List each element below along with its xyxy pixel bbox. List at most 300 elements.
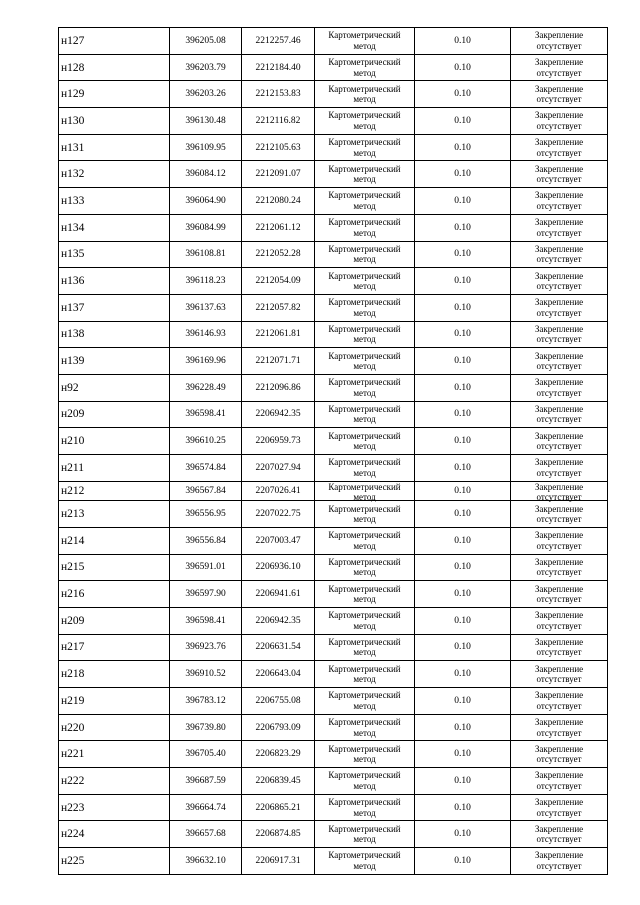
cell-line-2: отсутствует xyxy=(536,492,582,503)
point-id-cell: н225 xyxy=(59,848,170,875)
cell-line-2: метод xyxy=(353,754,376,765)
x-coordinate-cell: 396064.90 xyxy=(170,188,242,215)
method-cell xyxy=(315,554,415,581)
cell-line-2: отсутствует xyxy=(536,67,582,78)
cell-line-1: Картометрический xyxy=(328,137,401,148)
y-coordinate-cell: 2206643.04 xyxy=(242,661,315,688)
accuracy-cell: 0.10 xyxy=(415,321,511,348)
table-row xyxy=(59,481,608,501)
point-id-cell: н138 xyxy=(59,321,170,348)
y-coordinate-cell: 2212061.81 xyxy=(242,321,315,348)
cell-line-1: Картометрический xyxy=(328,403,401,414)
accuracy-cell: 0.10 xyxy=(415,294,511,321)
point-id-cell: н215 xyxy=(59,554,170,581)
accuracy-cell: 0.10 xyxy=(415,214,511,241)
x-coordinate-cell: 396705.40 xyxy=(170,741,242,768)
cell-line-2: метод xyxy=(353,361,376,372)
point-id-cell: н220 xyxy=(59,714,170,741)
y-coordinate-cell: 2206755.08 xyxy=(242,688,315,715)
fixing-cell xyxy=(511,741,608,768)
fixing-cell xyxy=(511,501,608,528)
method-cell xyxy=(315,401,415,428)
table-row xyxy=(59,741,608,768)
cell-line-1: Картометрический xyxy=(328,243,401,254)
y-coordinate-cell: 2206941.61 xyxy=(242,581,315,608)
table-row xyxy=(59,81,608,108)
x-coordinate-cell: 396598.41 xyxy=(170,401,242,428)
cell-line-1: Картометрический xyxy=(328,377,401,388)
point-id-cell: н211 xyxy=(59,455,170,482)
x-coordinate-cell: 396084.12 xyxy=(170,161,242,188)
fixing-cell xyxy=(511,294,608,321)
accuracy-cell: 0.10 xyxy=(415,81,511,108)
cell-line-1: Закрепление xyxy=(534,270,584,281)
cell-line-1: Картометрический xyxy=(328,743,401,754)
fixing-cell xyxy=(511,214,608,241)
cell-line-2: отсутствует xyxy=(536,780,582,791)
cell-line-1: Картометрический xyxy=(328,556,401,567)
cell-line-2: метод xyxy=(353,94,376,105)
accuracy-cell: 0.10 xyxy=(415,607,511,634)
y-coordinate-cell: 2207003.47 xyxy=(242,527,315,554)
table-row xyxy=(59,501,608,528)
x-coordinate-cell: 396169.96 xyxy=(170,348,242,375)
x-coordinate-cell: 396783.12 xyxy=(170,688,242,715)
accuracy-cell: 0.10 xyxy=(415,54,511,81)
cell-line-1: Закрепление xyxy=(534,690,584,701)
cell-line-2: отсутствует xyxy=(536,361,582,372)
cell-line-2: отсутствует xyxy=(536,281,582,292)
cell-line-2: метод xyxy=(353,467,376,478)
y-coordinate-cell: 2212054.09 xyxy=(242,268,315,295)
cell-line-2: метод xyxy=(353,834,376,845)
accuracy-cell: 0.10 xyxy=(415,268,511,295)
y-coordinate-cell: 2212080.24 xyxy=(242,188,315,215)
method-cell xyxy=(315,294,415,321)
cell-line-2: отсутствует xyxy=(536,307,582,318)
cell-line-1: Закрепление xyxy=(534,663,584,674)
cell-line-2: отсутствует xyxy=(536,620,582,631)
y-coordinate-cell: 2212061.12 xyxy=(242,214,315,241)
cell-line-2: отсутствует xyxy=(536,727,582,738)
table-row xyxy=(59,848,608,875)
point-id-cell: н137 xyxy=(59,294,170,321)
y-coordinate-cell: 2212071.71 xyxy=(242,348,315,375)
point-id-cell: н213 xyxy=(59,501,170,528)
y-coordinate-cell: 2212116.82 xyxy=(242,108,315,135)
cell-line-2: отсутствует xyxy=(536,147,582,158)
cell-line-2: отсутствует xyxy=(536,700,582,711)
accuracy-cell: 0.10 xyxy=(415,661,511,688)
cell-line-2: метод xyxy=(353,387,376,398)
x-coordinate-cell: 396084.99 xyxy=(170,214,242,241)
table-row xyxy=(59,108,608,135)
fixing-cell xyxy=(511,134,608,161)
fixing-cell xyxy=(511,268,608,295)
table-row xyxy=(59,28,608,55)
cell-line-2: метод xyxy=(353,174,376,185)
point-id-cell: н129 xyxy=(59,81,170,108)
y-coordinate-cell: 2206942.35 xyxy=(242,607,315,634)
cell-line-1: Картометрический xyxy=(328,583,401,594)
cell-line-2: метод xyxy=(353,414,376,425)
fixing-cell xyxy=(511,321,608,348)
table-row xyxy=(59,794,608,821)
accuracy-cell: 0.10 xyxy=(415,821,511,848)
method-cell xyxy=(315,268,415,295)
cell-line-2: метод xyxy=(353,647,376,658)
cell-line-2: метод xyxy=(353,807,376,818)
x-coordinate-cell: 396228.49 xyxy=(170,374,242,401)
cell-line-2: метод xyxy=(353,780,376,791)
cell-line-2: отсутствует xyxy=(536,754,582,765)
cell-line-2: метод xyxy=(353,254,376,265)
point-id-cell: н217 xyxy=(59,634,170,661)
cell-line-2: отсутствует xyxy=(536,514,582,525)
cell-line-1: Закрепление xyxy=(534,217,584,228)
accuracy-cell: 0.10 xyxy=(415,241,511,268)
cell-line-1: Закрепление xyxy=(534,610,584,621)
table-row xyxy=(59,527,608,554)
method-cell xyxy=(315,741,415,768)
y-coordinate-cell: 2206839.45 xyxy=(242,768,315,795)
fixing-cell xyxy=(511,81,608,108)
x-coordinate-cell: 396109.95 xyxy=(170,134,242,161)
cell-line-2: метод xyxy=(353,674,376,685)
cell-line-2: метод xyxy=(353,540,376,551)
cell-line-2: отсутствует xyxy=(536,174,582,185)
table-row xyxy=(59,54,608,81)
method-cell xyxy=(315,848,415,875)
accuracy-cell: 0.10 xyxy=(415,714,511,741)
fixing-cell xyxy=(511,374,608,401)
y-coordinate-cell: 2206823.29 xyxy=(242,741,315,768)
cell-line-1: Закрепление xyxy=(534,556,584,567)
y-coordinate-cell: 2206959.73 xyxy=(242,428,315,455)
cell-line-2: метод xyxy=(353,147,376,158)
point-id-cell: н210 xyxy=(59,428,170,455)
fixing-cell xyxy=(511,714,608,741)
cell-line-1: Картометрический xyxy=(328,690,401,701)
cell-line-2: отсутствует xyxy=(536,387,582,398)
cell-line-2: метод xyxy=(353,200,376,211)
point-id-cell: н134 xyxy=(59,214,170,241)
method-cell xyxy=(315,188,415,215)
cell-line-2: метод xyxy=(353,441,376,452)
method-cell xyxy=(315,54,415,81)
cell-line-1: Закрепление xyxy=(534,83,584,94)
cell-line-1: Закрепление xyxy=(534,403,584,414)
method-cell xyxy=(315,348,415,375)
x-coordinate-cell: 396598.41 xyxy=(170,607,242,634)
cell-line-1: Картометрический xyxy=(328,717,401,728)
cell-line-1: Картометрический xyxy=(328,481,401,492)
y-coordinate-cell: 2206936.10 xyxy=(242,554,315,581)
cell-line-1: Закрепление xyxy=(534,743,584,754)
fixing-cell xyxy=(511,455,608,482)
x-coordinate-cell: 396739.80 xyxy=(170,714,242,741)
cell-line-2: метод xyxy=(353,594,376,605)
cell-line-1: Картометрический xyxy=(328,57,401,68)
x-coordinate-cell: 396205.08 xyxy=(170,28,242,55)
cell-line-2: метод xyxy=(353,514,376,525)
cell-line-1: Закрепление xyxy=(534,636,584,647)
point-id-cell: н209 xyxy=(59,401,170,428)
accuracy-cell: 0.10 xyxy=(415,794,511,821)
cell-line-1: Закрепление xyxy=(534,377,584,388)
method-cell xyxy=(315,241,415,268)
cell-line-1: Закрепление xyxy=(534,797,584,808)
y-coordinate-cell: 2212057.82 xyxy=(242,294,315,321)
accuracy-cell: 0.10 xyxy=(415,455,511,482)
fixing-cell xyxy=(511,821,608,848)
y-coordinate-cell: 2207026.41 xyxy=(242,481,315,501)
cell-line-2: метод xyxy=(353,567,376,578)
y-coordinate-cell: 2206917.31 xyxy=(242,848,315,875)
cell-line-2: отсутствует xyxy=(536,594,582,605)
accuracy-cell: 0.10 xyxy=(415,374,511,401)
accuracy-cell: 0.10 xyxy=(415,481,511,501)
cell-line-2: отсутствует xyxy=(536,441,582,452)
accuracy-cell: 0.10 xyxy=(415,634,511,661)
cell-line-2: отсутствует xyxy=(536,860,582,871)
method-cell xyxy=(315,374,415,401)
table-row xyxy=(59,214,608,241)
cell-line-2: метод xyxy=(353,860,376,871)
cell-line-2: отсутствует xyxy=(536,40,582,51)
cell-line-1: Картометрический xyxy=(328,610,401,621)
cell-line-1: Закрепление xyxy=(534,457,584,468)
table-row xyxy=(59,821,608,848)
y-coordinate-cell: 2206942.35 xyxy=(242,401,315,428)
fixing-cell xyxy=(511,108,608,135)
fixing-cell xyxy=(511,188,608,215)
point-id-cell: н135 xyxy=(59,241,170,268)
method-cell xyxy=(315,321,415,348)
method-cell xyxy=(315,634,415,661)
point-id-cell: н132 xyxy=(59,161,170,188)
point-id-cell: н127 xyxy=(59,28,170,55)
cell-line-2: отсутствует xyxy=(536,540,582,551)
cell-line-1: Закрепление xyxy=(534,850,584,861)
x-coordinate-cell: 396574.84 xyxy=(170,455,242,482)
cell-line-2: метод xyxy=(353,307,376,318)
accuracy-cell: 0.10 xyxy=(415,134,511,161)
cell-line-2: метод xyxy=(353,620,376,631)
accuracy-cell: 0.10 xyxy=(415,348,511,375)
cell-line-2: метод xyxy=(353,727,376,738)
x-coordinate-cell: 396591.01 xyxy=(170,554,242,581)
fixing-cell xyxy=(511,54,608,81)
cell-line-1: Картометрический xyxy=(328,163,401,174)
cell-line-1: Картометрический xyxy=(328,217,401,228)
accuracy-cell: 0.10 xyxy=(415,161,511,188)
point-id-cell: н223 xyxy=(59,794,170,821)
fixing-cell xyxy=(511,688,608,715)
accuracy-cell: 0.10 xyxy=(415,188,511,215)
accuracy-cell: 0.10 xyxy=(415,768,511,795)
y-coordinate-cell: 2207027.94 xyxy=(242,455,315,482)
table-row xyxy=(59,768,608,795)
table-row xyxy=(59,554,608,581)
table-row xyxy=(59,268,608,295)
x-coordinate-cell: 396664.74 xyxy=(170,794,242,821)
method-cell xyxy=(315,607,415,634)
table-row xyxy=(59,581,608,608)
cell-line-1: Закрепление xyxy=(534,30,584,41)
cell-line-1: Закрепление xyxy=(534,110,584,121)
cell-line-2: метод xyxy=(353,281,376,292)
point-id-cell: н222 xyxy=(59,768,170,795)
method-cell xyxy=(315,214,415,241)
cell-line-1: Картометрический xyxy=(328,663,401,674)
point-id-cell: н219 xyxy=(59,688,170,715)
x-coordinate-cell: 396118.23 xyxy=(170,268,242,295)
table-row xyxy=(59,374,608,401)
cell-line-2: отсутствует xyxy=(536,567,582,578)
method-cell xyxy=(315,161,415,188)
cell-line-1: Закрепление xyxy=(534,297,584,308)
accuracy-cell: 0.10 xyxy=(415,848,511,875)
fixing-cell xyxy=(511,28,608,55)
cell-line-2: метод xyxy=(353,120,376,131)
fixing-cell xyxy=(511,241,608,268)
cell-line-1: Закрепление xyxy=(534,530,584,541)
cell-line-1: Картометрический xyxy=(328,110,401,121)
cell-line-1: Картометрический xyxy=(328,770,401,781)
table-row xyxy=(59,714,608,741)
method-cell xyxy=(315,794,415,821)
x-coordinate-cell: 396632.10 xyxy=(170,848,242,875)
cell-line-1: Закрепление xyxy=(534,770,584,781)
table-row xyxy=(59,241,608,268)
cell-line-1: Закрепление xyxy=(534,163,584,174)
x-coordinate-cell: 396687.59 xyxy=(170,768,242,795)
cell-line-1: Закрепление xyxy=(534,823,584,834)
point-id-cell: н130 xyxy=(59,108,170,135)
fixing-cell xyxy=(511,581,608,608)
y-coordinate-cell: 2206874.85 xyxy=(242,821,315,848)
accuracy-cell: 0.10 xyxy=(415,527,511,554)
y-coordinate-cell: 2206865.21 xyxy=(242,794,315,821)
table-row xyxy=(59,455,608,482)
method-cell xyxy=(315,81,415,108)
cell-line-2: метод xyxy=(353,700,376,711)
method-cell xyxy=(315,501,415,528)
point-id-cell: н136 xyxy=(59,268,170,295)
accuracy-cell: 0.10 xyxy=(415,554,511,581)
y-coordinate-cell: 2206793.09 xyxy=(242,714,315,741)
x-coordinate-cell: 396567.84 xyxy=(170,481,242,501)
method-cell xyxy=(315,428,415,455)
cell-line-2: метод xyxy=(353,492,376,503)
x-coordinate-cell: 396923.76 xyxy=(170,634,242,661)
table-row xyxy=(59,188,608,215)
x-coordinate-cell: 396130.48 xyxy=(170,108,242,135)
y-coordinate-cell: 2212096.86 xyxy=(242,374,315,401)
point-id-cell: н214 xyxy=(59,527,170,554)
table-row xyxy=(59,607,608,634)
method-cell xyxy=(315,714,415,741)
cell-line-1: Картометрический xyxy=(328,636,401,647)
cell-line-1: Картометрический xyxy=(328,823,401,834)
cell-line-2: метод xyxy=(353,227,376,238)
cell-line-2: отсутствует xyxy=(536,227,582,238)
table-body xyxy=(59,28,608,875)
cell-line-1: Картометрический xyxy=(328,797,401,808)
cell-line-1: Закрепление xyxy=(534,717,584,728)
point-id-cell: н218 xyxy=(59,661,170,688)
cell-line-2: отсутствует xyxy=(536,254,582,265)
cell-line-1: Картометрический xyxy=(328,457,401,468)
cell-line-1: Закрепление xyxy=(534,583,584,594)
accuracy-cell: 0.10 xyxy=(415,401,511,428)
table-row xyxy=(59,688,608,715)
point-id-cell: н224 xyxy=(59,821,170,848)
cell-line-1: Картометрический xyxy=(328,30,401,41)
cell-line-1: Картометрический xyxy=(328,297,401,308)
y-coordinate-cell: 2212105.63 xyxy=(242,134,315,161)
fixing-cell xyxy=(511,634,608,661)
cell-line-1: Закрепление xyxy=(534,57,584,68)
x-coordinate-cell: 396597.90 xyxy=(170,581,242,608)
table-row xyxy=(59,348,608,375)
table-row xyxy=(59,161,608,188)
cell-line-2: отсутствует xyxy=(536,834,582,845)
table-row xyxy=(59,428,608,455)
x-coordinate-cell: 396203.26 xyxy=(170,81,242,108)
cell-line-2: метод xyxy=(353,334,376,345)
y-coordinate-cell: 2206631.54 xyxy=(242,634,315,661)
point-id-cell: н216 xyxy=(59,581,170,608)
cell-line-2: отсутствует xyxy=(536,334,582,345)
fixing-cell xyxy=(511,768,608,795)
fixing-cell xyxy=(511,161,608,188)
table-row xyxy=(59,401,608,428)
table-row xyxy=(59,134,608,161)
table-row xyxy=(59,661,608,688)
fixing-cell xyxy=(511,607,608,634)
cell-line-1: Закрепление xyxy=(534,503,584,514)
coordinates-table xyxy=(58,27,608,875)
accuracy-cell: 0.10 xyxy=(415,428,511,455)
cell-line-1: Картометрический xyxy=(328,83,401,94)
table-row xyxy=(59,634,608,661)
method-cell xyxy=(315,688,415,715)
y-coordinate-cell: 2212153.83 xyxy=(242,81,315,108)
cell-line-1: Картометрический xyxy=(328,850,401,861)
point-id-cell: н133 xyxy=(59,188,170,215)
table-row xyxy=(59,321,608,348)
y-coordinate-cell: 2212257.46 xyxy=(242,28,315,55)
cell-line-1: Картометрический xyxy=(328,530,401,541)
method-cell xyxy=(315,108,415,135)
point-id-cell: н131 xyxy=(59,134,170,161)
x-coordinate-cell: 396910.52 xyxy=(170,661,242,688)
point-id-cell: н209 xyxy=(59,607,170,634)
x-coordinate-cell: 396137.63 xyxy=(170,294,242,321)
cell-line-2: метод xyxy=(353,67,376,78)
y-coordinate-cell: 2212184.40 xyxy=(242,54,315,81)
fixing-cell xyxy=(511,554,608,581)
cell-line-1: Картометрический xyxy=(328,323,401,334)
cell-line-1: Закрепление xyxy=(534,323,584,334)
point-id-cell: н221 xyxy=(59,741,170,768)
x-coordinate-cell: 396610.25 xyxy=(170,428,242,455)
x-coordinate-cell: 396146.93 xyxy=(170,321,242,348)
fixing-cell xyxy=(511,428,608,455)
fixing-cell xyxy=(511,661,608,688)
